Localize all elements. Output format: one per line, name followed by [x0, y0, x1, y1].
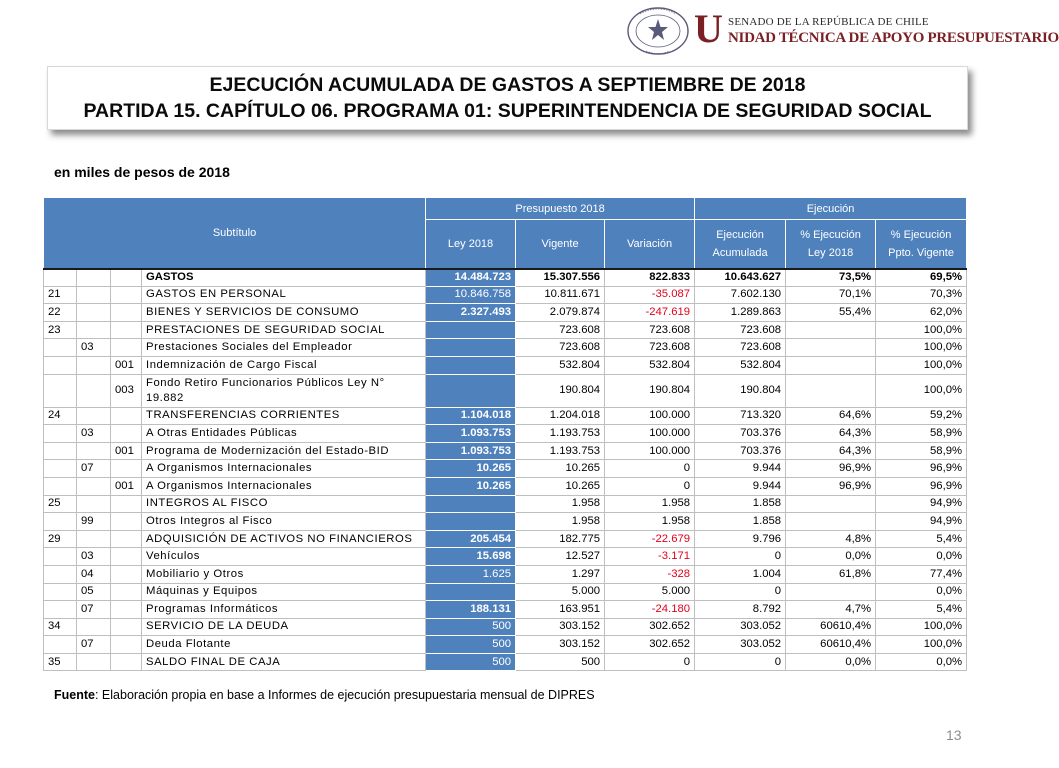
code-subtitulo-cell — [44, 565, 77, 583]
ejecucion-acumulada-cell: 190.804 — [695, 374, 786, 407]
code-item-cell — [77, 407, 111, 425]
vigente-cell: 5.000 — [516, 583, 605, 601]
pct-ley-cell — [786, 495, 876, 513]
pct-ley-cell: 96,9% — [786, 477, 876, 495]
budget-table — [43, 197, 967, 671]
pct-vigente-cell: 5,4% — [876, 530, 967, 548]
vigente-cell: 12.527 — [516, 548, 605, 566]
pct-vigente-cell: 58,9% — [876, 425, 967, 443]
code-item-cell: 05 — [77, 583, 111, 601]
table-row — [44, 601, 967, 619]
pct-ley-cell: 60610,4% — [786, 618, 876, 636]
description-cell: GASTOS — [142, 269, 426, 287]
code-asignacion-cell — [111, 530, 142, 548]
description-cell: ADQUISICIÓN DE ACTIVOS NO FINANCIEROS — [142, 530, 426, 548]
pct-ley-cell — [786, 583, 876, 601]
ley-2018-cell — [426, 356, 516, 374]
ley-2018-cell — [426, 339, 516, 357]
pct-ley-cell: 64,6% — [786, 407, 876, 425]
code-item-cell: 03 — [77, 548, 111, 566]
pct-vigente-cell: 69,5% — [876, 269, 967, 287]
description-cell: PRESTACIONES DE SEGURIDAD SOCIAL — [142, 321, 426, 339]
header-variacion: Variación — [605, 220, 695, 269]
pct-ley-cell: 0,0% — [786, 548, 876, 566]
header-pct-ley-l2: Ley 2018 — [807, 246, 854, 259]
ley-2018-cell: 188.131 — [426, 601, 516, 619]
code-subtitulo-cell: 35 — [44, 653, 77, 671]
table-row — [44, 407, 967, 425]
code-asignacion-cell — [111, 601, 142, 619]
pct-vigente-cell: 0,0% — [876, 653, 967, 671]
pct-ley-cell: 73,5% — [786, 269, 876, 287]
code-asignacion-cell — [111, 513, 142, 531]
variacion-cell: 190.804 — [605, 374, 695, 407]
ley-2018-cell — [426, 495, 516, 513]
variacion-cell: -35.087 — [605, 286, 695, 304]
variacion-cell: 100.000 — [605, 425, 695, 443]
code-item-cell: 07 — [77, 601, 111, 619]
table-row — [44, 460, 967, 478]
code-subtitulo-cell — [44, 477, 77, 495]
pct-ley-cell: 96,9% — [786, 460, 876, 478]
variacion-cell: 302.652 — [605, 618, 695, 636]
pct-vigente-cell: 100,0% — [876, 636, 967, 654]
vigente-cell: 10.265 — [516, 477, 605, 495]
code-subtitulo-cell: 24 — [44, 407, 77, 425]
code-item-cell: 99 — [77, 513, 111, 531]
ley-2018-cell: 1.104.018 — [426, 407, 516, 425]
code-item-cell — [77, 374, 111, 407]
vigente-cell: 1.193.753 — [516, 425, 605, 443]
ejecucion-acumulada-cell: 713.320 — [695, 407, 786, 425]
description-cell: Deuda Flotante — [142, 636, 426, 654]
table-row — [44, 530, 967, 548]
page-number: 13 — [946, 727, 962, 743]
ley-2018-cell: 10.846.758 — [426, 286, 516, 304]
description-cell: A Organismos Internacionales — [142, 460, 426, 478]
table-row — [44, 477, 967, 495]
code-asignacion-cell: 003 — [111, 374, 142, 407]
code-item-cell — [77, 653, 111, 671]
pct-ley-cell: 64,3% — [786, 442, 876, 460]
variacion-cell: 1.958 — [605, 513, 695, 531]
ley-2018-cell: 10.265 — [426, 460, 516, 478]
logo-unit-text: NIDAD TÉCNICA DE APOYO PRESUPUESTARIO — [728, 30, 1059, 46]
vigente-cell: 303.152 — [516, 636, 605, 654]
vigente-cell: 500 — [516, 653, 605, 671]
header-presupuesto: Presupuesto 2018 — [426, 198, 695, 220]
code-asignacion-cell — [111, 495, 142, 513]
header-ejecucion-acumulada-l1: Ejecución — [716, 228, 764, 241]
code-subtitulo-cell — [44, 374, 77, 407]
ley-2018-cell: 1.625 — [426, 565, 516, 583]
code-asignacion-cell — [111, 339, 142, 357]
ley-2018-cell: 500 — [426, 618, 516, 636]
pct-ley-cell: 70,1% — [786, 286, 876, 304]
code-asignacion-cell — [111, 269, 142, 287]
table-row — [44, 442, 967, 460]
table-row — [44, 374, 967, 407]
code-subtitulo-cell — [44, 269, 77, 287]
table-row — [44, 495, 967, 513]
pct-vigente-cell: 5,4% — [876, 601, 967, 619]
table-row — [44, 636, 967, 654]
pct-ley-cell — [786, 356, 876, 374]
ley-2018-cell — [426, 513, 516, 531]
header-pct-vigente — [876, 220, 967, 269]
code-asignacion-cell — [111, 583, 142, 601]
ejecucion-acumulada-cell: 1.858 — [695, 495, 786, 513]
table-body — [44, 269, 967, 671]
code-subtitulo-cell — [44, 513, 77, 531]
ley-2018-cell: 500 — [426, 653, 516, 671]
code-item-cell — [77, 477, 111, 495]
ley-2018-cell: 1.093.753 — [426, 425, 516, 443]
ley-2018-cell: 10.265 — [426, 477, 516, 495]
code-item-cell: 04 — [77, 565, 111, 583]
table-row — [44, 618, 967, 636]
code-subtitulo-cell: 22 — [44, 304, 77, 322]
variacion-cell: 0 — [605, 477, 695, 495]
table-row — [44, 653, 967, 671]
description-cell: Indemnización de Cargo Fiscal — [142, 356, 426, 374]
pct-ley-cell: 61,8% — [786, 565, 876, 583]
variacion-cell: -24.180 — [605, 601, 695, 619]
ejecucion-acumulada-cell: 303.052 — [695, 618, 786, 636]
code-subtitulo-cell: 21 — [44, 286, 77, 304]
description-cell: GASTOS EN PERSONAL — [142, 286, 426, 304]
title-box — [47, 66, 968, 130]
pct-vigente-cell: 59,2% — [876, 407, 967, 425]
description-cell: Programas Informáticos — [142, 601, 426, 619]
ejecucion-acumulada-cell: 10.643.627 — [695, 269, 786, 287]
table-row — [44, 304, 967, 322]
ejecucion-acumulada-cell: 9.944 — [695, 477, 786, 495]
senate-seal-icon — [626, 6, 690, 56]
code-subtitulo-cell: 34 — [44, 618, 77, 636]
vigente-cell: 1.297 — [516, 565, 605, 583]
header-pct-vigente-l2: Ppto. Vigente — [888, 246, 954, 259]
pct-ley-cell: 4,7% — [786, 601, 876, 619]
code-item-cell: 07 — [77, 636, 111, 654]
pct-vigente-cell: 100,0% — [876, 356, 967, 374]
code-subtitulo-cell — [44, 548, 77, 566]
code-item-cell: 03 — [77, 425, 111, 443]
ley-2018-cell: 1.093.753 — [426, 442, 516, 460]
code-asignacion-cell — [111, 460, 142, 478]
ley-2018-cell: 2.327.493 — [426, 304, 516, 322]
variacion-cell: 723.608 — [605, 339, 695, 357]
description-cell: A Organismos Internacionales — [142, 477, 426, 495]
code-subtitulo-cell: 29 — [44, 530, 77, 548]
vigente-cell: 532.804 — [516, 356, 605, 374]
description-cell: Prestaciones Sociales del Empleador — [142, 339, 426, 357]
code-subtitulo-cell: 23 — [44, 321, 77, 339]
ejecucion-acumulada-cell: 723.608 — [695, 339, 786, 357]
code-asignacion-cell: 001 — [111, 477, 142, 495]
code-item-cell — [77, 321, 111, 339]
pct-ley-cell: 55,4% — [786, 304, 876, 322]
table-row — [44, 356, 967, 374]
code-item-cell — [77, 356, 111, 374]
ejecucion-acumulada-cell: 0 — [695, 583, 786, 601]
ejecucion-acumulada-cell: 0 — [695, 653, 786, 671]
pct-vigente-cell: 94,9% — [876, 513, 967, 531]
pct-vigente-cell: 100,0% — [876, 339, 967, 357]
code-asignacion-cell — [111, 304, 142, 322]
header-ejecucion-acumulada — [695, 220, 786, 269]
vigente-cell: 723.608 — [516, 321, 605, 339]
code-item-cell — [77, 495, 111, 513]
table-row — [44, 339, 967, 357]
vigente-cell: 1.204.018 — [516, 407, 605, 425]
variacion-cell: 0 — [605, 460, 695, 478]
code-asignacion-cell — [111, 321, 142, 339]
code-item-cell — [77, 618, 111, 636]
ejecucion-acumulada-cell: 1.858 — [695, 513, 786, 531]
description-cell: INTEGROS AL FISCO — [142, 495, 426, 513]
pct-vigente-cell: 77,4% — [876, 565, 967, 583]
source-label: Fuente — [54, 688, 95, 702]
vigente-cell: 10.811.671 — [516, 286, 605, 304]
variacion-cell: -247.619 — [605, 304, 695, 322]
pct-vigente-cell: 94,9% — [876, 495, 967, 513]
units-label: en miles de pesos de 2018 — [54, 164, 230, 180]
pct-ley-cell: 4,8% — [786, 530, 876, 548]
title-line-1: EJECUCIÓN ACUMULADA DE GASTOS A SEPTIEMBRE DE 2018 — [209, 74, 806, 96]
ley-2018-cell: 205.454 — [426, 530, 516, 548]
header-pct-ley — [786, 220, 876, 269]
code-asignacion-cell — [111, 618, 142, 636]
pct-vigente-cell: 96,9% — [876, 460, 967, 478]
code-asignacion-cell — [111, 407, 142, 425]
ejecucion-acumulada-cell: 1.004 — [695, 565, 786, 583]
code-asignacion-cell — [111, 286, 142, 304]
description-cell: Mobiliario y Otros — [142, 565, 426, 583]
logo-letter: U — [694, 6, 723, 51]
header-vigente: Vigente — [516, 220, 605, 269]
variacion-cell: 723.608 — [605, 321, 695, 339]
pct-ley-cell — [786, 339, 876, 357]
pct-ley-cell — [786, 321, 876, 339]
code-subtitulo-cell — [44, 442, 77, 460]
vigente-cell: 1.193.753 — [516, 442, 605, 460]
ejecucion-acumulada-cell: 303.052 — [695, 636, 786, 654]
code-asignacion-cell — [111, 653, 142, 671]
vigente-cell: 1.958 — [516, 495, 605, 513]
vigente-cell: 163.951 — [516, 601, 605, 619]
vigente-cell: 182.775 — [516, 530, 605, 548]
pct-vigente-cell: 100,0% — [876, 321, 967, 339]
header-pct-ley-l1: % Ejecución — [800, 228, 861, 241]
budget-table-wrapper — [43, 197, 966, 671]
table-row — [44, 425, 967, 443]
description-cell: Vehículos — [142, 548, 426, 566]
description-cell: Programa de Modernización del Estado-BID — [142, 442, 426, 460]
description-cell: BIENES Y SERVICIOS DE CONSUMO — [142, 304, 426, 322]
source-text: : Elaboración propia en base a Informes de ejecución presupuestaria mensual de DIPRES — [94, 688, 595, 702]
code-subtitulo-cell — [44, 636, 77, 654]
pct-ley-cell: 0,0% — [786, 653, 876, 671]
table-row — [44, 548, 967, 566]
code-asignacion-cell — [111, 565, 142, 583]
pct-ley-cell — [786, 374, 876, 407]
code-subtitulo-cell — [44, 583, 77, 601]
ejecucion-acumulada-cell: 9.944 — [695, 460, 786, 478]
vigente-cell: 10.265 — [516, 460, 605, 478]
code-asignacion-cell — [111, 548, 142, 566]
ley-2018-cell — [426, 321, 516, 339]
pct-vigente-cell: 0,0% — [876, 548, 967, 566]
ley-2018-cell — [426, 374, 516, 407]
description-cell: A Otras Entidades Públicas — [142, 425, 426, 443]
description-cell: Fondo Retiro Funcionarios Públicos Ley N° 19.882 — [142, 374, 426, 407]
header-ejecucion-acumulada-l2: Acumulada — [712, 246, 768, 259]
description-cell: Máquinas y Equipos — [142, 583, 426, 601]
code-item-cell: 03 — [77, 339, 111, 357]
code-item-cell: 07 — [77, 460, 111, 478]
pct-vigente-cell: 100,0% — [876, 374, 967, 407]
vigente-cell: 190.804 — [516, 374, 605, 407]
variacion-cell: 100.000 — [605, 442, 695, 460]
code-subtitulo-cell — [44, 601, 77, 619]
ejecucion-acumulada-cell: 8.792 — [695, 601, 786, 619]
table-row — [44, 269, 967, 287]
pct-ley-cell: 64,3% — [786, 425, 876, 443]
variacion-cell: 822.833 — [605, 269, 695, 287]
pct-ley-cell — [786, 513, 876, 531]
variacion-cell: -22.679 — [605, 530, 695, 548]
pct-vigente-cell: 62,0% — [876, 304, 967, 322]
ley-2018-cell: 15.698 — [426, 548, 516, 566]
header-pct-vigente-l1: % Ejecución — [890, 228, 952, 241]
pct-vigente-cell: 58,9% — [876, 442, 967, 460]
table-row — [44, 583, 967, 601]
code-item-cell — [77, 530, 111, 548]
ejecucion-acumulada-cell: 532.804 — [695, 356, 786, 374]
vigente-cell: 15.307.556 — [516, 269, 605, 287]
variacion-cell: 5.000 — [605, 583, 695, 601]
variacion-cell: 100.000 — [605, 407, 695, 425]
header-subtitulo: Subtítulo — [44, 198, 426, 269]
pct-ley-cell: 60610,4% — [786, 636, 876, 654]
ley-2018-cell: 500 — [426, 636, 516, 654]
variacion-cell: 1.958 — [605, 495, 695, 513]
ejecucion-acumulada-cell: 703.376 — [695, 442, 786, 460]
code-item-cell — [77, 304, 111, 322]
description-cell: TRANSFERENCIAS CORRIENTES — [142, 407, 426, 425]
header-ley: Ley 2018 — [426, 220, 516, 269]
table-row — [44, 321, 967, 339]
code-subtitulo-cell — [44, 460, 77, 478]
code-asignacion-cell — [111, 425, 142, 443]
code-subtitulo-cell — [44, 339, 77, 357]
code-asignacion-cell — [111, 636, 142, 654]
pct-vigente-cell: 100,0% — [876, 618, 967, 636]
ejecucion-acumulada-cell: 723.608 — [695, 321, 786, 339]
variacion-cell: 302.652 — [605, 636, 695, 654]
source-note — [54, 688, 595, 702]
variacion-cell: -328 — [605, 565, 695, 583]
title-line-2: PARTIDA 15. CAPÍTULO 06. PROGRAMA 01: SUPERINTENDENCIA DE SEGURIDAD SOCIAL — [83, 100, 932, 122]
header-ejecucion: Ejecución — [695, 198, 967, 220]
code-subtitulo-cell — [44, 425, 77, 443]
variacion-cell: 532.804 — [605, 356, 695, 374]
pct-vigente-cell: 70,3% — [876, 286, 967, 304]
code-item-cell — [77, 286, 111, 304]
pct-vigente-cell: 0,0% — [876, 583, 967, 601]
vigente-cell: 723.608 — [516, 339, 605, 357]
ejecucion-acumulada-cell: 0 — [695, 548, 786, 566]
description-cell: SERVICIO DE LA DEUDA — [142, 618, 426, 636]
vigente-cell: 303.152 — [516, 618, 605, 636]
code-item-cell — [77, 442, 111, 460]
ejecucion-acumulada-cell: 9.796 — [695, 530, 786, 548]
table-row — [44, 286, 967, 304]
logo-senate-text: SENADO DE LA REPÚBLICA DE CHILE — [728, 16, 929, 28]
table-row — [44, 565, 967, 583]
variacion-cell: 0 — [605, 653, 695, 671]
ley-2018-cell: 14.484.723 — [426, 269, 516, 287]
description-cell: Otros Integros al Fisco — [142, 513, 426, 531]
code-item-cell — [77, 269, 111, 287]
description-cell: SALDO FINAL DE CAJA — [142, 653, 426, 671]
vigente-cell: 1.958 — [516, 513, 605, 531]
ejecucion-acumulada-cell: 703.376 — [695, 425, 786, 443]
code-asignacion-cell: 001 — [111, 356, 142, 374]
vigente-cell: 2.079.874 — [516, 304, 605, 322]
variacion-cell: -3.171 — [605, 548, 695, 566]
ejecucion-acumulada-cell: 1.289.863 — [695, 304, 786, 322]
code-subtitulo-cell: 25 — [44, 495, 77, 513]
senate-logo — [626, 6, 1059, 56]
code-subtitulo-cell — [44, 356, 77, 374]
ley-2018-cell — [426, 583, 516, 601]
table-row — [44, 513, 967, 531]
pct-vigente-cell: 96,9% — [876, 477, 967, 495]
ejecucion-acumulada-cell: 7.602.130 — [695, 286, 786, 304]
code-asignacion-cell: 001 — [111, 442, 142, 460]
